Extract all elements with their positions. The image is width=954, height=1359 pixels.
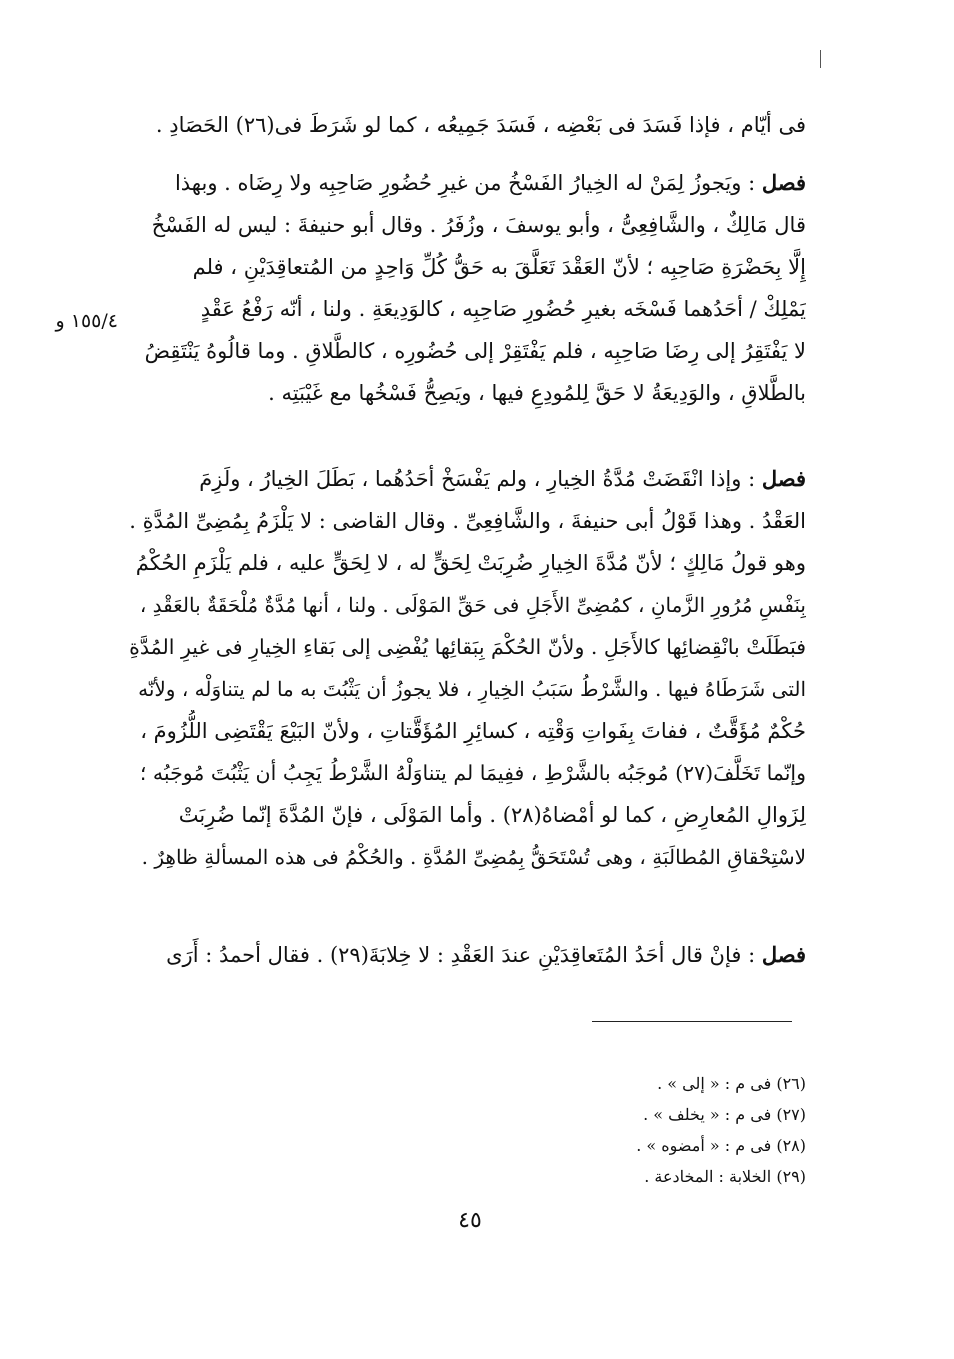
page-number: ٤٥ xyxy=(458,1208,482,1233)
margin-folio-reference: ١٥٥/٤ و xyxy=(55,310,118,332)
footnote: (٢٨) فى م : « أمضوه » . xyxy=(636,1136,806,1155)
footnotes xyxy=(440,1068,806,1192)
text-line: وإنّما تَخَلَّفَ(٢٧) مُوجَبُه بالشَّرْطِ ، ففِيمَا لم يتناوَلْهُ الشَّرْطُ يَجِبُ أن يَثْبُتَ مُوجَبُه ؛ xyxy=(139,761,806,785)
text-line: العَقْدُ . وهذا قَوْلُ أبى حنيفةَ ، والشَّافِعِىِّ . وقال القاضى : لا يَلْزَمُ بِمُضِىِّ المُدَّةِ . xyxy=(129,509,806,533)
text-line: قال مَالِكٌ ، والشَّافِعِىُّ ، وأبو يوسفَ ، وزُفَرُ . وقال أبو حنيفةَ : ليس له الفَسْخُ xyxy=(151,213,806,237)
text-line: فى أيّام ، فإذا فَسَدَ فى بَعْضِه ، فَسَدَ جَمِيعُه ، كما لو شَرَطَ فى(٢٦) الحَصَادِ . xyxy=(155,113,806,137)
paragraph-2 xyxy=(128,162,806,414)
text-line: وهو قولُ مَالِكٍ ؛ لأنّ مُدَّةَ الخِيارِ ضُرِبَتْ لِحَقٍّ له ، لا لِحَقٍّ عليه ، فلم يَلْزَمِ الحُكْمُ xyxy=(135,551,806,575)
text-line xyxy=(128,934,806,976)
footnote: (٢٧) فى م : « يخلف » . xyxy=(643,1105,806,1124)
text-line: بِنَفْسِ مُرُورِ الزَّمانِ ، كمُضِىِّ الأَجَلِ فى حَقِّ المَوْلَى . ولنا ، أنها مُدَّةٌ مُلْحَقَةٌ بالعَقْدِ ، xyxy=(139,593,806,617)
text-line: لا يَفْتَقِرُ إلى رِضَا صَاحِبِه ، فلم يَفْتَقِرْ إلى حُضُورِه ، كالطَّلاقِ . وما قالُوهُ يَنْتَقِضُ xyxy=(144,339,806,363)
text-line-content: : فإنْ قال أحَدُ المُتَعاقِدَيْنِ عندَ العَقْدِ : لا خِلابَةَ(٢٩) . فقال أحمدُ : أَرَى xyxy=(166,943,756,967)
text-line-content: : وإذا انْقَضَتْ مُدَّةُ الخِيارِ ، ولم يَفْسَخْ أحَدُهُما ، بَطَلَ الخِيارُ ، ولَزِمَ xyxy=(199,467,756,491)
text-line xyxy=(128,162,806,204)
text-line: حُكْمٌ مُؤَقَّتٌ ، ففاتَ بِفَواتِ وَقْتِه ، كسائِرِ المُؤَقَّتاتِ ، ولأنّ البَيْعَ يَقْتَضِى اللُّزُومَ ، xyxy=(140,719,806,743)
text-line-content: : ويَجوزُ لِمَنْ له الخِيارُ الفَسْخُ من غيرِ حُضُورِ صَاحِبِه ولا رِضَاه . وبهذا xyxy=(174,171,756,195)
footnote: (٢٩) الخلابة : المخادعة . xyxy=(644,1167,806,1186)
text-line: فبَطَلَتْ بانْقِضائِها كالأَجَلِ . ولأنّ الحُكْمَ بِبَقائِها يُفْضِى إلى بَقاءِ الخِيارِ فى غيرِ المُدَّةِ xyxy=(129,635,806,659)
text-line: إِلَّا بِحَضْرَةِ صَاحِبِه ؛ لأنّ العَقْدَ تَعَلَّقَ به حَقُّ كُلِّ وَاحِدٍ من المُتعاقِدَيْنِ ، فلم xyxy=(192,255,806,279)
footnote-separator xyxy=(592,1021,792,1022)
paragraph-4 xyxy=(128,934,806,976)
section-heading: فصل xyxy=(761,466,806,491)
text-line xyxy=(128,458,806,500)
paragraph-3 xyxy=(128,458,806,878)
section-heading: فصل xyxy=(761,942,806,967)
footnote: (٢٦) فى م : « إلى » . xyxy=(657,1074,806,1093)
page-corner-mark xyxy=(820,50,821,68)
text-line: التى شَرَطَاهُ فيها . والشَّرْطُ سَبَبُ الخِيارِ ، فلا يجوزُ أن يَثْبُتَ به ما لم يتناوَلْه ، ولأنّه xyxy=(138,677,806,701)
text-line: لاسْتِحْقاقِ المُطالَبَةِ ، وهى تُسْتَحَقُّ بِمُضِىِّ المُدَّةِ . والحُكْمُ فى هذه المسألةِ ظاهِرٌ . xyxy=(141,845,806,869)
paragraph-1 xyxy=(128,104,806,146)
text-line: بالطَّلاقِ ، والوَدِيعَةُ لا حَقَّ لِلمُودِعِ فيها ، ويَصِحُّ فَسْخُها مع غَيْبَتِه . xyxy=(268,381,806,405)
text-line: يَمْلِكْ / أحَدُهما فَسْخَه بغيرِ حُضُورِ صَاحِبِه ، كالوَدِيعَةِ . ولنا ، أنّه رَفْعُ عَقْدٍ xyxy=(200,297,806,321)
section-heading: فصل xyxy=(761,170,806,195)
text-line: لِزَوالِ المُعارِضِ ، كما لو أمْضاهُ(٢٨) . وأما المَوْلَى ، فإنّ المُدَّةَ إنّما ضُرِبَتْ xyxy=(178,803,806,827)
